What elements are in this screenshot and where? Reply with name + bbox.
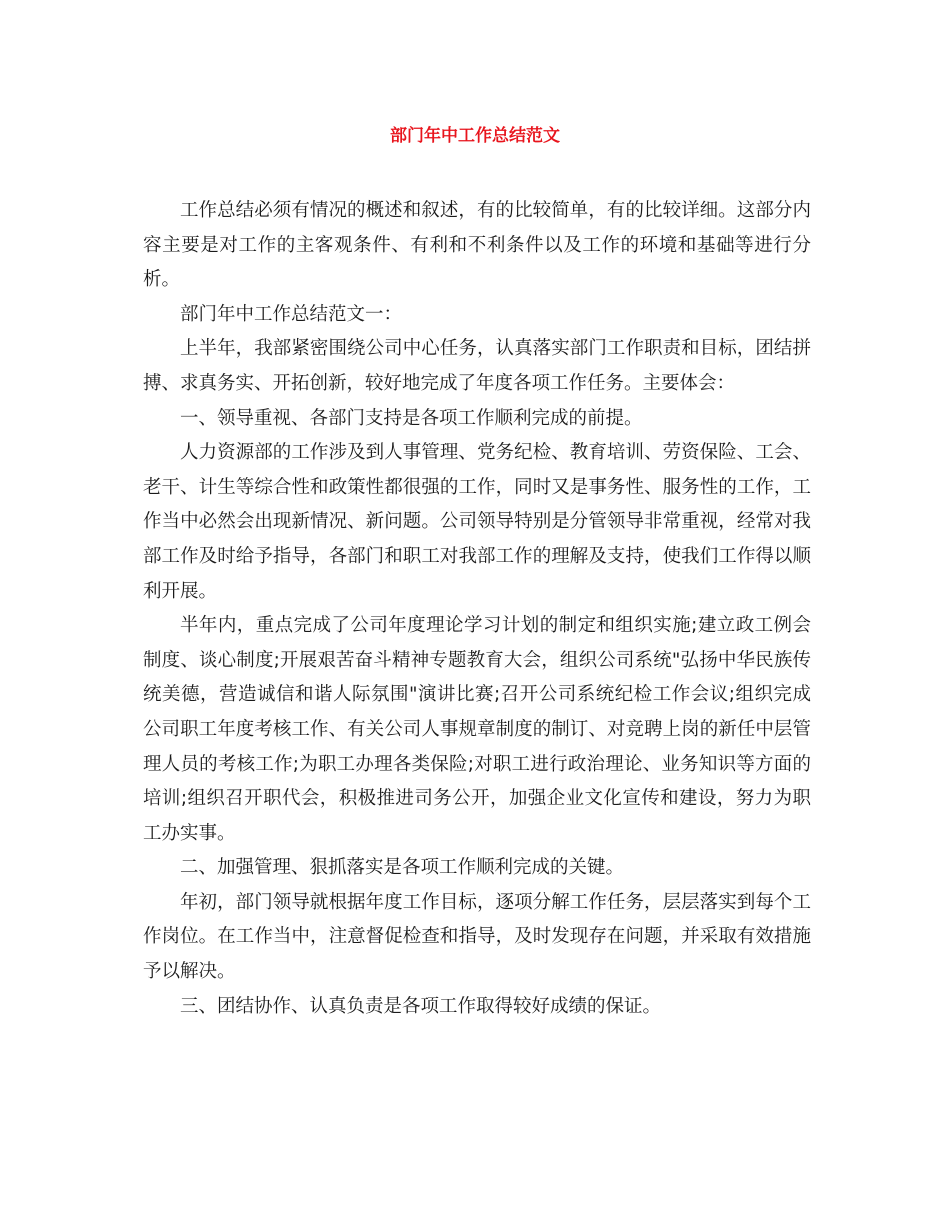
paragraph-half-year-achievements: 半年内，重点完成了公司年度理论学习计划的制定和组织实施;建立政工例会制度、谈心制度;开展艰苦奋斗精神专题教育大会，组织公司系统"弘扬中华民族传统美德，营造诚信和谐人际氛围"演讲比赛;召开公司系统纪检工作会议;组织完成公司职工年度考核工作、有关公司人事规章制度的制订、对竞聘上岗的新任中层管理人员的考核工作;为职工办理各类保险;对职工进行政治理论、业务知识等方面的培训;组织召开职代会，积极推进司务公开，加强企业文化宣传和建设，努力为职工办实事。 [143, 615, 811, 844]
document-body [143, 194, 811, 1024]
paragraph-sample-heading: 部门年中工作总结范文一： [180, 303, 403, 325]
section-heading-3: 三、团结协作、认真负责是各项工作取得较好成绩的保证。 [180, 995, 662, 1017]
paragraph-hr-work: 人力资源部的工作涉及到人事管理、党务纪检、教育培训、劳资保险、工会、老干、计生等综合性和政策性都很强的工作，同时又是事务性、服务性的工作，工作当中必然会出现新情况、新问题。公司领导特别是分管领导非常重视，经常对我部工作及时给予指导，各部门和职工对我部工作的理解及支持，使我们工作得以顺利开展。 [143, 442, 811, 602]
section-heading-2: 二、加强管理、狠抓落实是各项工作顺利完成的关键。 [180, 857, 625, 879]
document-title: 部门年中工作总结范文 [390, 126, 560, 146]
paragraph-first-half-summary: 上半年，我部紧密围绕公司中心任务，认真落实部门工作职责和目标，团结拼搏、求真务实、开拓创新，较好地完成了年度各项工作任务。主要体会： [143, 338, 811, 394]
paragraph-management: 年初，部门领导就根据年度工作目标，逐项分解工作任务，层层落实到每个工作岗位。在工作当中，注意督促检查和指导，及时发现存在问题，并采取有效措施予以解决。 [143, 891, 811, 983]
paragraph-intro: 工作总结必须有情况的概述和叙述，有的比较简单，有的比较详细。这部分内容主要是对工作的主客观条件、有利和不利条件以及工作的环境和基础等进行分析。 [143, 200, 811, 291]
section-heading-1: 一、领导重视、各部门支持是各项工作顺利完成的前提。 [180, 407, 643, 429]
